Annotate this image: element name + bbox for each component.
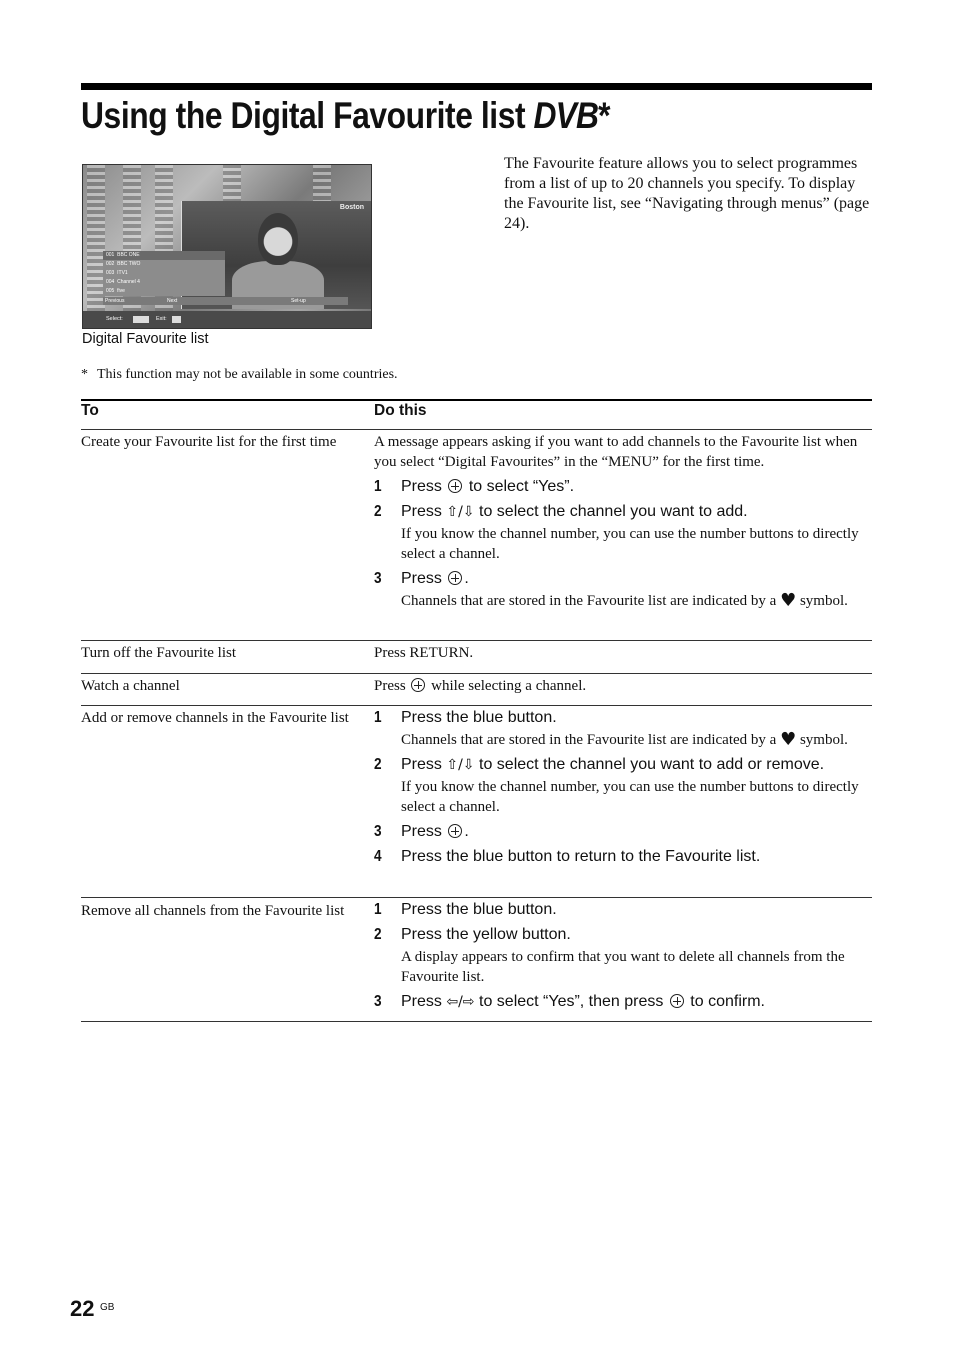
channel-row: 004 Channel 4 <box>103 278 225 287</box>
step: 2 Press the yellow button. <box>374 926 571 943</box>
row-divider <box>81 640 872 641</box>
screen-footer <box>83 311 371 328</box>
table-header-rule <box>81 429 872 430</box>
channel-row: 005 five <box>103 287 225 296</box>
title-rule <box>81 83 872 90</box>
step-note: If you know the channel number, you can use the number buttons to directly select a channel. <box>401 779 859 815</box>
step: 3 Press ⇦/⇨ to select “Yes”, then press to confirm. <box>374 993 765 1010</box>
step: 3 Press . <box>374 823 469 840</box>
ok-button-icon <box>448 571 462 585</box>
row-to-create-list: Create your Favourite list for the first time <box>81 434 337 450</box>
select-hint: Select: <box>106 316 123 322</box>
footnote: * This function may not be available in some countries. <box>81 367 398 382</box>
favourite-list-screenshot <box>82 164 372 329</box>
setup-label: Set-up <box>291 298 306 304</box>
presenter-head <box>258 213 298 265</box>
exit-hint: Exit: <box>156 316 167 322</box>
step-note: If you know the channel number, you can use the number buttons to directly select a channel. <box>401 526 859 562</box>
exit-button-icon <box>172 316 181 323</box>
channel-list <box>103 251 225 296</box>
ok-button-icon <box>448 479 462 493</box>
column-header-to: To <box>81 402 99 419</box>
channel-row: 002 BBC TWO <box>103 260 225 269</box>
step: 1 Press the blue button. <box>374 901 557 918</box>
ok-button-icon <box>411 678 425 692</box>
row-divider <box>81 673 872 674</box>
table-bottom-rule <box>81 1021 872 1022</box>
left-right-arrow-icon: ⇦/⇨ <box>446 994 475 1010</box>
page-number: 22 <box>70 1296 95 1321</box>
column-header-do-this: Do this <box>374 402 427 419</box>
channel-row: 003 ITV1 <box>103 269 225 278</box>
row-to-remove-all: Remove all channels from the Favourite list <box>81 903 345 919</box>
row-do-create-list <box>374 432 872 611</box>
figure-caption: Digital Favourite list <box>82 331 209 347</box>
up-down-arrow-icon: ⇧/⇩ <box>446 757 475 773</box>
step-note: Channels that are stored in the Favourite list are indicated by a ♥ symbol. <box>401 729 848 750</box>
channel-list-controls <box>103 297 348 305</box>
step: 1 Press to select “Yes”. <box>374 478 575 495</box>
heart-icon: ♥ <box>780 729 797 750</box>
row-to-add-remove: Add or remove channels in the Favourite list <box>81 710 349 726</box>
page-title-text: Using the Digital Favourite list <box>81 95 526 136</box>
intro-paragraph: The Favourite feature allows you to select programmes from a list of up to 20 channels you specify. To display the Favourite list, see “Navigating through menus” (page 24). <box>504 155 870 232</box>
select-arrows-icon <box>133 316 149 323</box>
step: 1 Press the blue button. <box>374 709 557 726</box>
ok-button-icon <box>448 824 462 838</box>
heart-icon: ♥ <box>780 590 797 611</box>
region-code: GB <box>100 1302 115 1313</box>
step: 3 Press . <box>374 570 469 587</box>
channel-row: 001 BBC ONE <box>103 251 225 260</box>
step: 2 Press ⇧/⇩ to select the channel you want to add or remove. <box>374 756 825 773</box>
row-to-turn-off: Turn off the Favourite list <box>81 645 237 661</box>
tv-picture-caption: Boston <box>339 204 364 211</box>
step-note: A display appears to confirm that you want to delete all channels from the Favourite list. <box>401 949 845 985</box>
row-to-watch-channel: Watch a channel <box>81 678 180 694</box>
up-down-arrow-icon: ⇧/⇩ <box>446 504 475 520</box>
table-top-rule <box>81 399 872 401</box>
step: 2 Press ⇧/⇩ to select the channel you want to add. <box>374 503 748 520</box>
row-do-add-remove <box>374 703 872 867</box>
next-label: Next <box>167 298 178 304</box>
step-note: Channels that are stored in the Favourite list are indicated by a ♥ symbol. <box>401 590 848 611</box>
create-list-intro: A message appears asking if you want to add channels to the Favourite list when you select “Digital Favourites” in the “MENU” for the first time. <box>374 434 858 470</box>
title-asterisk: * <box>598 95 611 136</box>
previous-label: Previous <box>105 298 125 304</box>
row-do-remove-all <box>374 895 872 1012</box>
row-do-turn-off: Press RETURN. <box>374 645 474 661</box>
page-title <box>81 92 610 140</box>
dvb-logo: DVB <box>533 95 599 136</box>
row-do-watch-channel: Press while selecting a channel. <box>374 678 587 694</box>
ok-button-icon <box>670 994 684 1008</box>
step: 4 Press the blue button to return to the Favourite list. <box>374 848 761 865</box>
